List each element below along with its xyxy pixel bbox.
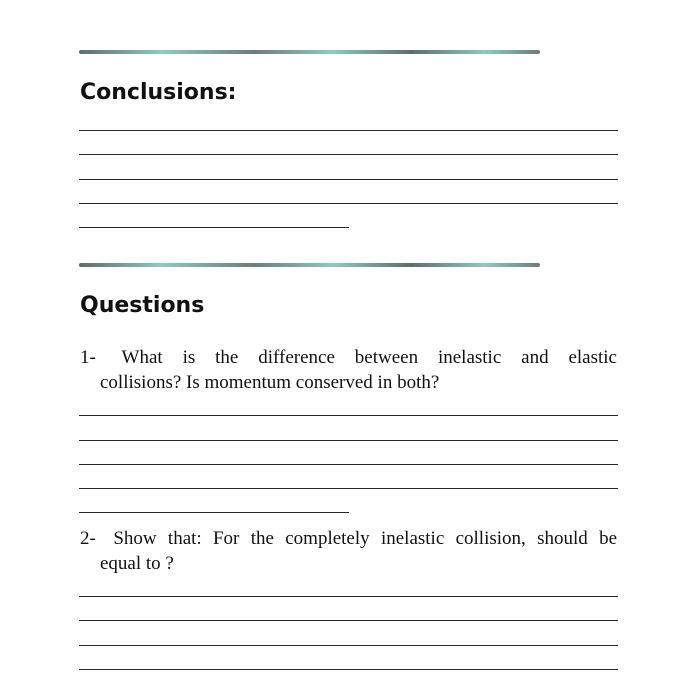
answer-line <box>79 130 618 131</box>
question-1 <box>80 345 617 395</box>
answer-line <box>79 179 618 180</box>
answer-line <box>79 620 618 621</box>
question-2 <box>80 526 617 576</box>
question-1-number: 1- <box>80 347 96 368</box>
answer-line <box>79 464 618 465</box>
question-2-text: Show that: For the completely inelastic collision, should be <box>113 528 617 549</box>
questions-heading: Questions <box>80 293 205 318</box>
question-2-line2: equal to ? <box>100 553 174 574</box>
question-2-line1 <box>80 526 617 551</box>
answer-line <box>79 645 618 646</box>
answer-line <box>79 596 618 597</box>
answer-line <box>79 488 618 489</box>
answer-line <box>79 669 618 670</box>
question-2-number: 2- <box>80 528 96 549</box>
question-1-line1 <box>80 345 617 370</box>
answer-line-short <box>79 227 349 228</box>
answer-line-short <box>79 512 349 513</box>
conclusions-heading: Conclusions: <box>80 80 237 105</box>
answer-line <box>79 415 618 416</box>
section-divider-middle <box>79 263 540 267</box>
section-divider-top <box>79 50 540 54</box>
question-1-line2: collisions? Is momentum conserved in both? <box>100 372 440 393</box>
answer-line <box>79 440 618 441</box>
answer-line <box>79 154 618 155</box>
answer-line <box>79 203 618 204</box>
question-1-text: What is the difference between inelastic and elastic <box>121 347 617 368</box>
